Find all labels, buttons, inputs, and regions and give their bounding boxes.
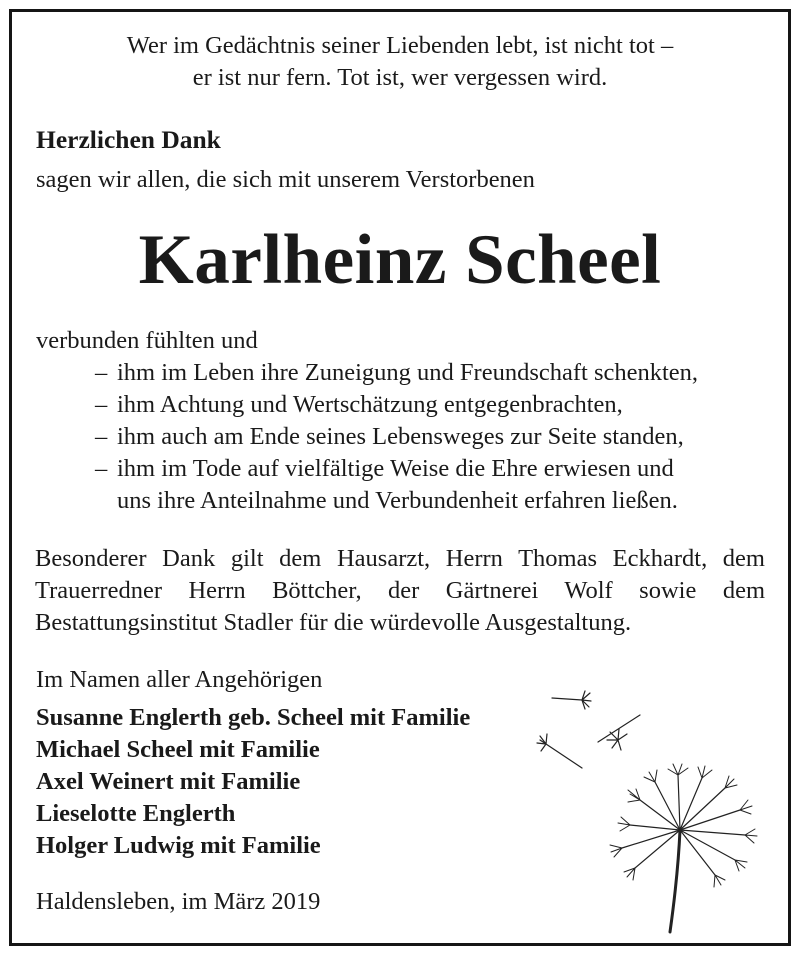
- family-member: Axel Weinert mit Familie: [36, 768, 301, 795]
- family-member: Lieselotte Englerth: [36, 800, 236, 827]
- list-item: ihm im Leben ihre Zuneigung und Freundschaft schenkten,: [117, 359, 699, 386]
- list-dash: –: [95, 391, 108, 418]
- connected-lead: verbunden fühlten und: [36, 327, 258, 354]
- list-item-continuation: uns ihre Anteilnahme und Verbundenheit erfahren ließen.: [117, 487, 678, 514]
- special-thanks-paragraph: Besonderer Dank gilt dem Hausarzt, Herrn Thomas Eckhardt, dem Trauerredner Herrn Böttcher, der Gärtnerei Wolf sowie dem Bestattungsinstitut Stadler für die würdevolle Ausgestaltung.: [35, 545, 765, 636]
- list-dash: –: [95, 455, 108, 482]
- motto-line-1: Wer im Gedächtnis seiner Liebenden lebt, ist nicht tot –: [126, 32, 674, 59]
- thanks-heading: Herzlichen Dank: [36, 125, 221, 154]
- thanks-intro: sagen wir allen, die sich mit unserem Verstorbenen: [36, 166, 535, 193]
- list-dash: –: [95, 423, 108, 450]
- family-member: Holger Ludwig mit Familie: [36, 832, 321, 859]
- family-intro: Im Namen aller Angehörigen: [36, 666, 323, 693]
- list-item: ihm auch am Ende seines Lebensweges zur Seite standen,: [117, 423, 684, 450]
- list-item: ihm im Tode auf vielfältige Weise die Ehre erwiesen und: [117, 455, 674, 482]
- dandelion-icon: [530, 670, 790, 940]
- place-date: Haldensleben, im März 2019: [36, 888, 321, 915]
- list-item: ihm Achtung und Wertschätzung entgegenbrachten,: [117, 391, 623, 418]
- motto-line-2: er ist nur fern. Tot ist, wer vergessen wird.: [192, 64, 608, 91]
- family-member: Michael Scheel mit Familie: [36, 736, 320, 763]
- family-member: Susanne Englerth geb. Scheel mit Familie: [36, 704, 471, 731]
- deceased-name: Karlheinz Scheel: [138, 221, 662, 299]
- list-dash: –: [95, 359, 108, 386]
